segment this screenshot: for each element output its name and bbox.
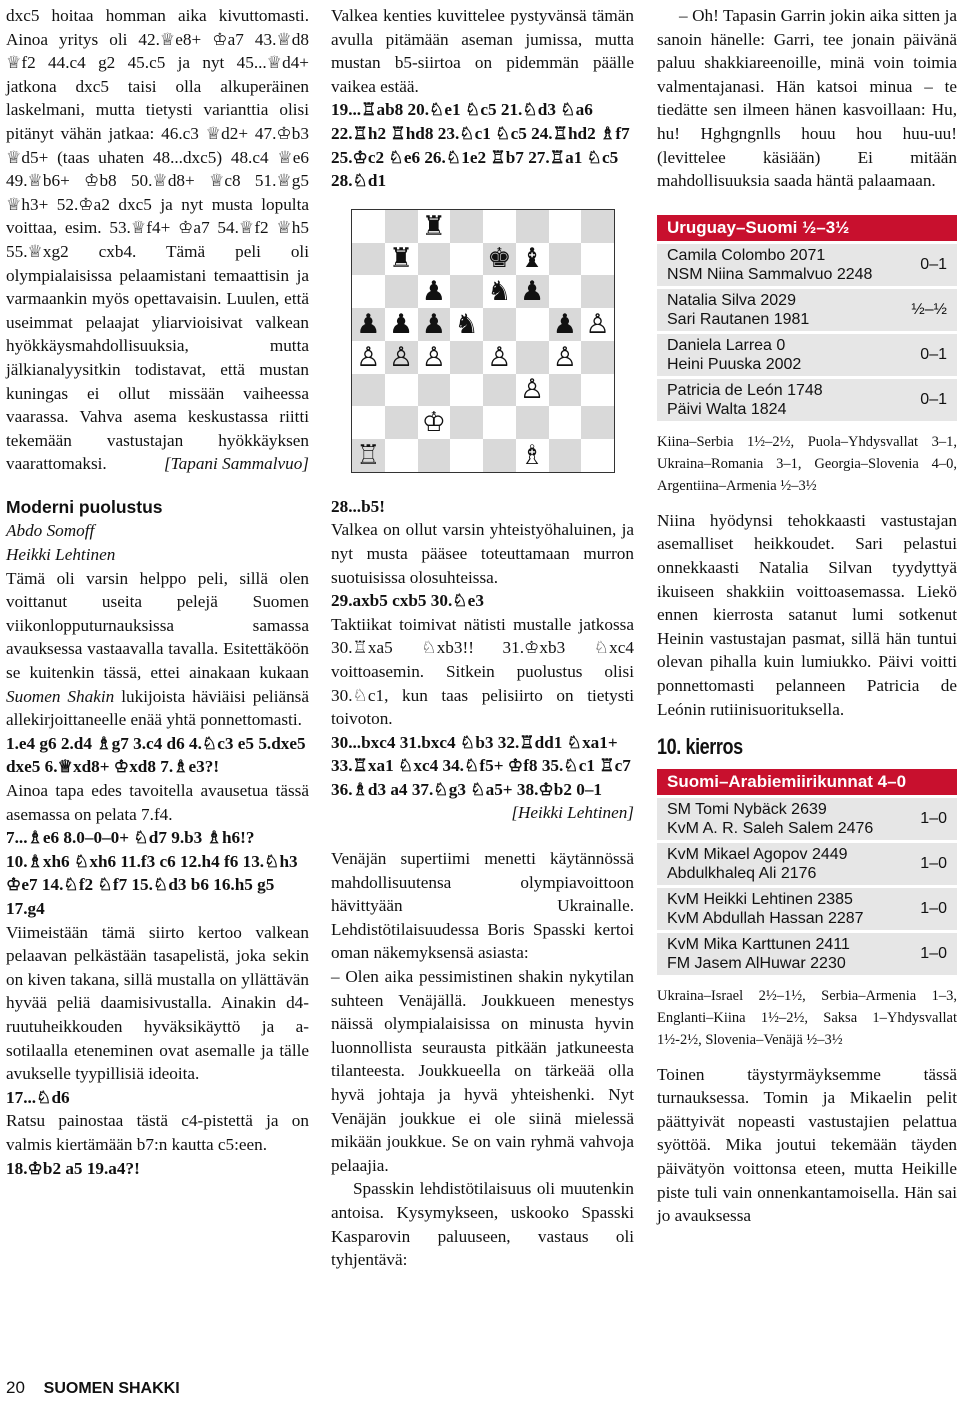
game-moves: 28...b5! [331, 496, 385, 516]
game-result: 1–0 [920, 945, 947, 963]
board-square: ♟ [385, 308, 418, 341]
result-row [657, 843, 957, 885]
board-square: ♝ [516, 243, 549, 276]
game-moves: 29.axb5 cxb5 30.♘e3 [331, 591, 484, 611]
board-square [450, 210, 483, 243]
black-player: Heikki Lehtinen [6, 545, 116, 565]
result-row [657, 798, 957, 840]
player-black: KvM Abdullah Hassan 2287 [667, 909, 864, 927]
board-square: ♞ [450, 308, 483, 341]
player-black: KvM A. R. Saleh Salem 2476 [667, 819, 874, 837]
magazine-name: Suomen Shakin [6, 686, 115, 706]
round-heading: 10. kierros [657, 734, 743, 760]
white-player: Abdo Somoff [6, 521, 95, 541]
player-black: Päivi Walta 1824 [667, 400, 787, 418]
game-moves: 30...bxc4 31.bxc4 ♘b3 32.♖dd1 ♘xa1+ 33.♖xa1 ♘xc4 34.♘f5+ ♔f8 35.♘c1 ♖c7 36.♗d3 a4 37.♘g3 ♘a5+ 38.♔b2 0–1 [331, 732, 631, 799]
result-row [657, 933, 957, 975]
column-3 [657, 4, 957, 1228]
board-square: ♟ [418, 275, 451, 308]
board-square: ♟ [516, 275, 549, 308]
game-moves: 7...♗e6 8.0–0–0+ ♘d7 9.b3 ♗h6!? 10.♗xh6 ♘xh6 11.f3 c6 12.h4 f6 13.♘h3 ♔e7 14.♘f2 ♘f7 15.♘d3 b6 16.h5 g5 17.g4 [6, 828, 298, 918]
board-square: ♗ [516, 439, 549, 472]
board-square [549, 243, 582, 276]
article-text: dxc5 hoitaa homman aika kivuttomasti. Ainoa yritys oli 42.♕e8+ ♔a7 43.♕d8 ♕f2 44.c4 g2 45.c5 ja nyt 45...♕d4+ jatkona dxc5 taisi olla alkuperäinen laskelmani, mutta tietysti varianttia olisi pitänyt vähän jatkaa: 46.c3 ♕d2+ 47.♔b3 ♕d5+ (taas uhaten 48...dxc5) 48.c4 ♕e6 49.♕b6+ ♔b8 50.♕d8+ ♕c8 51.♕g5 ♕h3+ 52.♔a2 dxc5 ja nyt musta lopulta voittaa, esim. 53.♕f4+ ♔a7 54.♕f2 ♕h5 55.♕xg2 cxb4. Tämä peli oli olympialaisissa pelaamistani temaattisin ja varmaankin myös opettavaisin. Luulen, että useimmat pelaajat yliarvioisivat valkean hyökkäysmahdollisuuksia, mutta jälkianalyysitkin todistavat, että mustan kuningas ei ollut missään vaiheessa vaarassa. Vahva asema keskustassa riitti tekemään vastustajan hyökkäyksen vaarattomaksi. [6, 6, 309, 474]
player-black: Heini Puuska 2002 [667, 355, 802, 373]
game-result: ½–½ [911, 301, 947, 319]
author-signature: [Heikki Lehtinen] [511, 803, 634, 823]
annotation: Viimeistään tämä siirto kertoo valkean pelaavan pelkästään tasapelistä, joka sekin on kiven takana, sillä mustalla on yllättävän hyvää peliä daamisivustalla. Ainakin d4-ruutuheikkouden hyväksikäyttö ja a-sotilaalla eteneminen ovat asemalle ja tälle avukselle tyypillisiä ideoita. [6, 922, 309, 1084]
board-square [450, 439, 483, 472]
board-square: ♙ [516, 374, 549, 407]
game-result: 1–0 [920, 900, 947, 918]
annotation: Valkea on ollut varsin yhteistyöhaluinen, ja nyt musta pääsee toteuttamaan murron suotuisissa olosuhteissa. [331, 520, 634, 587]
article-text: – Olen aika pessimistinen shakin nykytilan suhteen Venäjällä. Joukkueen menestys näissä olympialaisissa on minusta hyvin luonnollista seurausta pitkään jatkuneesta tilanteesta. Joukkueella on tärkeää olla hyvä johtaja ja hyvä yhteishenki. Nyt Venäjän joukkue ei ole siinä mielessä mikään joukkue. Se on vain ryhmä vahvoja pelaajia. [331, 967, 634, 1175]
board-square [483, 308, 516, 341]
article-text: Toinen täystyrmäyksemme tässä turnauksessa. Tomin ja Mikaelin pelit päättyivät nopeasti vastustajien pelattua syöttöä. Mika joutui tekemään täyden päivätyön voittonsa eteen, mutta Heikille piste tuli vain onnenkantamoisella. Hän sai jo avauksessa [657, 1064, 957, 1226]
board-square [418, 243, 451, 276]
board-square [516, 406, 549, 439]
board-square [385, 374, 418, 407]
player-black: FM Jasem AlHuwar 2230 [667, 954, 846, 972]
game-moves: 19...♖ab8 20.♘e1 ♘c5 21.♘d3 ♘a6 22.♖h2 ♖hd8 23.♘c1 ♘c5 24.♖hd2 ♗f7 25.♔c2 ♘e6 26.♘1e2 ♖b7 27.♖a1 ♘c5 28.♘d1 [331, 100, 630, 191]
board-square [385, 275, 418, 308]
board-square [581, 374, 614, 407]
annotation: Ainoa tapa edes tavoitella avausetua tässä asemassa on pelata 7.f4. [6, 781, 309, 824]
text-span: Tämä oli varsin helppo peli, sillä olen voittanut useita pelejä Suomen viikonlopputurnauksissa samassa avauksessa vastaavalla tavalla. Esitettäköön se kuitenkin tässä, ettei ainakaan kukaan [6, 568, 309, 683]
article-text: Venäjän supertiimi menetti käytännössä mahdollisuutensa olympiavoittoon hävittyään Ukrainalle. Lehdistötilaisuudessa Boris Spasski kertoi oman näkemyksensä asiasta: [331, 849, 634, 963]
board-square: ♜ [418, 210, 451, 243]
article-text: Spasskin lehdistötilaisuus oli muutenkin antoisa. Kysymykseen, uskooko Spasski Kasparovin paluuseen, vastaus oli tyhjentävä: [331, 1179, 634, 1270]
board-square [418, 374, 451, 407]
match-header: Suomi–Arabiemiirikunnat 4–0 [657, 769, 957, 795]
board-square: ♙ [483, 341, 516, 374]
board-square [516, 210, 549, 243]
column-1 [6, 4, 309, 1180]
page-footer [6, 1378, 180, 1398]
board-square: ♚ [483, 243, 516, 276]
board-square [581, 341, 614, 374]
match-results-box-uae [657, 769, 957, 975]
board-square [549, 439, 582, 472]
board-square [516, 308, 549, 341]
article-text: Niina hyödynsi tehokkaasti vastustajan asemalliset heikkoudet. Sari pelastui onnekkaasti Natalia Silvan tyydyttyä ikuiseen shakkiin voittoasemassa. Liekö ennen kierrosta satanut lumi sotkenut Heinin vastustajan pasmat, sillä hän tuntui olevan pihalla kuin lumiukko. Päivi voitti ponnettomasti pelanneen Patricia de Leónin rutiinisuorituksella. [657, 510, 957, 719]
board-square [483, 374, 516, 407]
board-square [352, 210, 385, 243]
player-black: NSM Niina Sammalvuo 2248 [667, 265, 873, 283]
board-square [549, 275, 582, 308]
board-square [352, 374, 385, 407]
board-square [483, 210, 516, 243]
board-square [516, 341, 549, 374]
result-row [657, 244, 957, 286]
player-black: Sari Rautanen 1981 [667, 310, 810, 328]
result-row [657, 334, 957, 376]
game-result: 0–1 [920, 391, 947, 409]
board-square [352, 243, 385, 276]
game-result: 1–0 [920, 855, 947, 873]
board-square [450, 243, 483, 276]
board-square: ♜ [385, 243, 418, 276]
board-square [581, 243, 614, 276]
board-square: ♞ [483, 275, 516, 308]
page-number: 20 [6, 1378, 25, 1397]
player-white: KvM Mikael Agopov 2449 [667, 845, 848, 863]
annotation: Ratsu painostaa tästä c4-pistettä ja on valmis kiertämään b7:n kautta c5:een. [6, 1111, 309, 1154]
player-white: Patricia de León 1748 [667, 381, 823, 399]
board-square: ♙ [418, 341, 451, 374]
board-square: ♖ [352, 439, 385, 472]
game-heading: Moderni puolustus [6, 496, 163, 517]
chess-board-diagram [351, 209, 615, 473]
match-results-box-uruguay [657, 215, 957, 421]
board-square [483, 406, 516, 439]
board-square [581, 210, 614, 243]
player-white: Daniela Larrea 0 [667, 336, 786, 354]
board-square [385, 439, 418, 472]
game-result: 0–1 [920, 256, 947, 274]
board-square [483, 439, 516, 472]
player-white: KvM Mika Karttunen 2411 [667, 935, 850, 953]
annotation: Valkea kenties kuvittelee pystyvänsä tämän avulla pitämään aseman jumissa, mutta mustan b5-siirtoa on pidemmän päälle vaikea estää. [331, 6, 634, 96]
other-results: Kiina–Serbia 1½–2½, Puola–Yhdysvallat 3–1, Ukraina–Romania 3–1, Georgia–Slovenia 4–0, Argentiina–Armenia ½–3½ [657, 433, 957, 494]
board-square: ♔ [418, 406, 451, 439]
result-row [657, 379, 957, 421]
board-square [549, 210, 582, 243]
game-moves: 1.e4 g6 2.d4 ♗g7 3.c4 d6 4.♘c3 e5 5.dxe5 dxe5 6.♕xd8+ ♔xd8 7.♗e3?! [6, 733, 306, 777]
board-square [581, 406, 614, 439]
board-square: ♟ [549, 308, 582, 341]
board-square [418, 439, 451, 472]
text-span: lukijoista häviäisi peliänsä allekirjoittaneelle enää yhtä ponnettomasti. [6, 686, 310, 730]
board-square: ♙ [352, 341, 385, 374]
board-square [450, 374, 483, 407]
article-text [6, 567, 309, 732]
board-square [549, 406, 582, 439]
board-square [385, 406, 418, 439]
player-white: KvM Heikki Lehtinen 2385 [667, 890, 853, 908]
game-moves: 18.♔b2 a5 19.a4?! [6, 1158, 140, 1178]
player-black: Abdulkhaleq Ali 2176 [667, 864, 817, 882]
author-signature: [Tapani Sammalvuo] [163, 454, 309, 474]
board-square [352, 406, 385, 439]
board-square: ♙ [549, 341, 582, 374]
board-square: ♙ [581, 308, 614, 341]
annotation: Taktiikat toimivat nätisti mustalle jatkossa 30.♖xa5 ♘xb3!! 31.♔xb3 ♘xc4 voittoasemin. Sitkein puolustus olisi 30.♘c1, kun taas pelisiirto on tietysti toivoton. [331, 614, 634, 729]
board-square [352, 275, 385, 308]
board-square [450, 275, 483, 308]
result-row [657, 289, 957, 331]
column-2 [331, 4, 634, 1272]
board-square: ♟ [418, 308, 451, 341]
article-text: – Oh! Tapasin Garrin jokin aika sitten ja sanoin hänelle: Garri, tee jonain päivänä paluu shakkiareenoille, minä voin toimia valmentajanasi. Hän katsoi minua – te tiedätte sen ilmeen hänen kasvoillaan: Hu, hu! Hghgngnlls houu hou huu-uu! (levittelee käsiään) Ei mitään mahdollisuuksia saada häntä palaamaan. [657, 6, 957, 191]
match-header: Uruguay–Suomi ½–3½ [657, 215, 957, 241]
result-row [657, 888, 957, 930]
board-square [581, 439, 614, 472]
board-square [450, 406, 483, 439]
board-square: ♙ [385, 341, 418, 374]
other-results: Ukraina–Israel 2½–1½, Serbia–Armenia 1–3, Englanti–Kiina 1½–2½, Saksa 1–Yhdysvallat 1½-2½, Slovenia–Venäjä ½–3½ [657, 987, 957, 1048]
player-white: Camila Colombo 2071 [667, 246, 826, 264]
board-square [385, 210, 418, 243]
board-square [581, 275, 614, 308]
player-white: SM Tomi Nybäck 2639 [667, 800, 827, 818]
player-white: Natalia Silva 2029 [667, 291, 796, 309]
board-square [549, 374, 582, 407]
game-result: 1–0 [920, 810, 947, 828]
game-result: 0–1 [920, 346, 947, 364]
board-square: ♟ [352, 308, 385, 341]
game-moves: 17...♘d6 [6, 1087, 70, 1107]
board-square [450, 341, 483, 374]
magazine-title: SUOMEN SHAKKI [43, 1380, 180, 1397]
